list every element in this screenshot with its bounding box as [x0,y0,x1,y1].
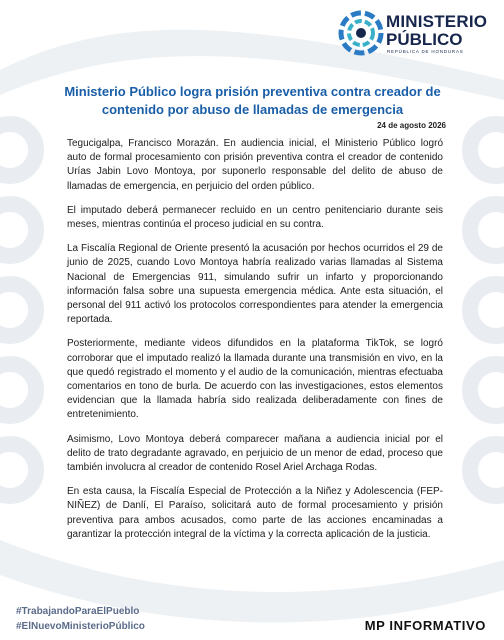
ministerio-publico-logo [338,10,486,58]
paragraph-2: El imputado deberá permanecer recluido en un centro penitenciario durante seis meses, mientras continúa el proceso judicial en su contra. [67,204,443,231]
headline: Ministerio Público logra prisión preventiva contra creador de contenido por abuso de llamadas de emergencia [64,84,441,117]
footer-label: MP INFORMATIVO [364,618,486,633]
paragraph-6: En esta causa, la Fiscalía Especial de Protección a la Niñez y Adolescencia (FEP-NIÑEZ) de Danlí, El Paraíso, solicitará auto de formal procesamiento y prisión preventiva para ambos acusados, como parte de las acciones encaminadas a garantizar la protección integral de la víctima y la correcta aplicación de la justicia. [67,486,443,540]
logo-line-1: MINISTERIO [386,12,488,31]
publish-date: 24 de agosto 2026 [377,121,446,130]
logo-emblem-icon [338,10,384,56]
hashtags [16,604,145,634]
hashtag-2: #ElNuevoMinisterioPúblico [16,621,145,632]
logo-line-2: PÚBLICO [386,30,463,49]
article-body [67,137,443,552]
paragraph-5: Asimismo, Lovo Montoya deberá comparecer mañana a audiencia inicial por el delito de trato degradante agravado, en perjuicio de un menor de edad, proceso que también involucra al creador de contenido Rosel Ariel Archaga Rodas. [67,433,443,474]
hashtag-1: #TrabajandoParaElPueblo [16,606,140,617]
logo-line-3: REPÚBLICA DE HONDURAS [387,49,464,54]
paragraph-4: Posteriormente, mediante videos difundidos en la plataforma TikTok, se logró corroborar que el imputado realizó la llamada durante una transmisión en vivo, en la que quedó registrado el momento y el audio de la comunicación, mientras efectuaba comentarios en tono de burla. De acuerdo con las investigaciones, estos elementos evidencian que la llamada habría sido realizada deliberadamente con fines de entretenimiento. [67,338,443,421]
paragraph-3: La Fiscalía Regional de Oriente presentó la acusación por hechos ocurridos el 29 de junio de 2025, cuando Lovo Montoya habría realizado varias llamadas al Sistema Nacional de Emergencias 911, simulando sufrir un infarto y proporcionando información falsa sobre una supuesta emergencia médica. Ante esta situación, el personal del 911 activó los protocolos correspondientes para atender la emergencia reportada. [67,243,443,326]
paragraph-1: Tegucigalpa, Francisco Morazán. En audiencia inicial, el Ministerio Público logró auto de formal procesamiento con prisión preventiva contra el creador de contenido Urías Jabin Lovo Montoya, por suponerlo responsable del delito de abuso de llamadas de emergencia, en perjuicio del orden público. [67,138,443,192]
